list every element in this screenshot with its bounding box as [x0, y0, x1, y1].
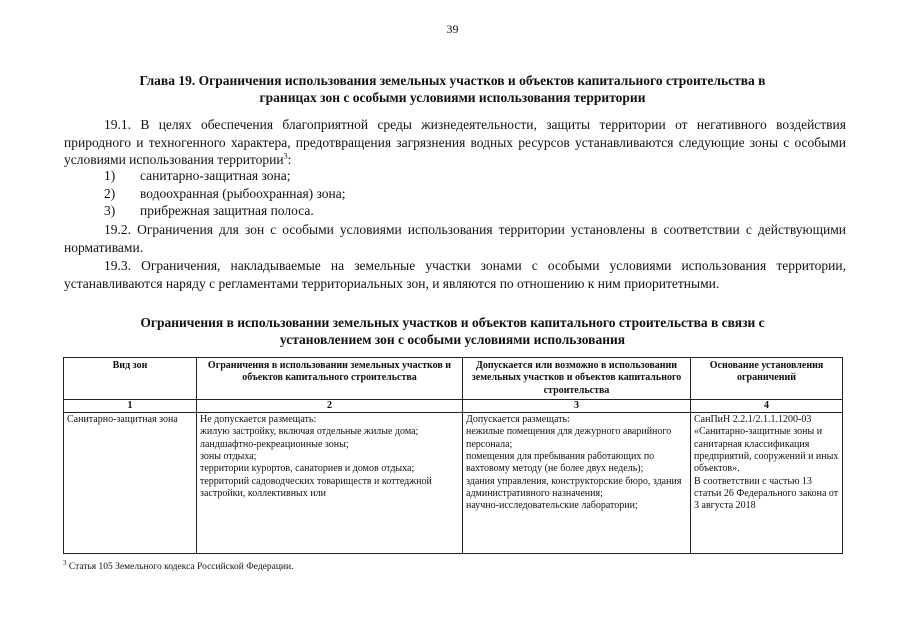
- allowed-line: Допускается размещать:: [466, 414, 570, 426]
- list-item-text: прибрежная защитная полоса.: [140, 203, 314, 218]
- cell-allowed: [463, 413, 691, 554]
- list-item-text: санитарно-защитная зона;: [140, 168, 291, 183]
- header-zone-type: Вид зон: [64, 358, 197, 400]
- header-basis: Основание установления ограничений: [691, 358, 843, 400]
- column-number-row: [64, 399, 843, 412]
- restriction-line: зоны отдыха;: [200, 451, 257, 463]
- allowed-line: научно-исследовательские лаборатории;: [466, 500, 638, 512]
- list-item: [104, 202, 346, 220]
- footnote-divider: [63, 553, 218, 554]
- paragraph-19-1: [64, 116, 846, 169]
- cell-restrictions: [197, 413, 463, 554]
- zone-name: Санитарно-защитная зона: [67, 414, 178, 426]
- restrictions-table: [63, 357, 843, 554]
- table-title-line1: Ограничения в использовании земельных участков и объектов капитального строительства в связи с: [140, 315, 765, 330]
- restriction-line: жилую застройку, включая отдельные жилые дома;: [200, 426, 419, 438]
- list-item-number: 2): [104, 185, 116, 201]
- footnote: [63, 558, 294, 572]
- page-number: 39: [446, 22, 459, 36]
- column-number: 1: [64, 399, 197, 412]
- table-title-line2: установлением зон с особыми условиями использования: [279, 332, 626, 347]
- restriction-line: ландшафтно-рекреационные зоны;: [200, 438, 349, 450]
- footnote-ref[interactable]: 3: [283, 151, 288, 161]
- list-item-text: водоохранная (рыбоохранная) зона;: [140, 185, 346, 201]
- restriction-line: Не допускается размещать:: [200, 414, 317, 426]
- cell-basis: [691, 413, 843, 554]
- list-item: [104, 167, 346, 185]
- zone-list: [104, 167, 346, 220]
- restriction-line: территории курортов, санаториев и домов отдыха;: [200, 463, 415, 475]
- table-header-row: [64, 358, 843, 400]
- allowed-line: здания управления, конструкторские бюро, здания административного назначения;: [466, 475, 682, 499]
- list-item-number: 1): [104, 168, 116, 183]
- list-item: [104, 185, 346, 203]
- column-number: 2: [197, 399, 463, 412]
- footnote-text: Статья 105 Земельного кодекса Российской Федерации.: [68, 562, 294, 572]
- column-number: 3: [463, 399, 691, 412]
- header-allowed: Допускается или возможно в использовании земельных участков и объектов капитального строительства: [463, 358, 691, 400]
- footnote-mark: 3: [63, 558, 67, 567]
- basis-line: В соответствии с частью 13 статьи 26 Федерального закона от 3 августа 2018: [694, 475, 839, 512]
- paragraph-19-3: 19.3. Ограничения, накладываемые на земельные участки зонами с особыми условиями использования территории, устанавливаются наряду с регламентами территориальных зон, и являются по отношению к ним приоритетными.: [64, 258, 846, 291]
- basis-line: СанПиН 2.2.1/2.1.1.1200-03 «Санитарно-защитные зоны и санитарная классификация предприятий, сооружений и иных объектов».: [694, 414, 839, 475]
- restriction-line: территорий садоводческих товариществ и коттеджной застройки, коллективных или: [200, 475, 432, 499]
- chapter-title-line2: границах зон с особыми условиями использования территории: [259, 90, 646, 105]
- table-row: [64, 413, 843, 554]
- list-item-number: 3): [104, 203, 116, 218]
- cell-zone: [64, 413, 197, 554]
- allowed-line: нежилые помещения для дежурного аварийного персонала;: [466, 426, 672, 450]
- paragraph-19-1-end: :: [287, 152, 292, 167]
- column-number: 4: [691, 399, 843, 412]
- paragraph-19-2: 19.2. Ограничения для зон с особыми условиями использования территории установлены в соответствии с действующими нормативами.: [64, 222, 846, 255]
- paragraph-19-1-text: 19.1. В целях обеспечения благоприятной среды жизнедеятельности, защиты территории от негативного воздействия природного и техногенного характера, предотвращения загрязнения водных ресурсов устанавливаются следующие зоны с особыми условиями использования территории: [64, 117, 846, 167]
- table-title: [60, 314, 845, 348]
- chapter-title-line1: Глава 19. Ограничения использования земельных участков и объектов капитального строительства в: [139, 73, 766, 88]
- chapter-title: [60, 72, 845, 106]
- header-restrictions: Ограничения в использовании земельных участков и объектов капитального строительства: [197, 358, 463, 400]
- allowed-line: помещения для пребывания работающих по вахтовому методу (не более двух недель);: [466, 451, 655, 475]
